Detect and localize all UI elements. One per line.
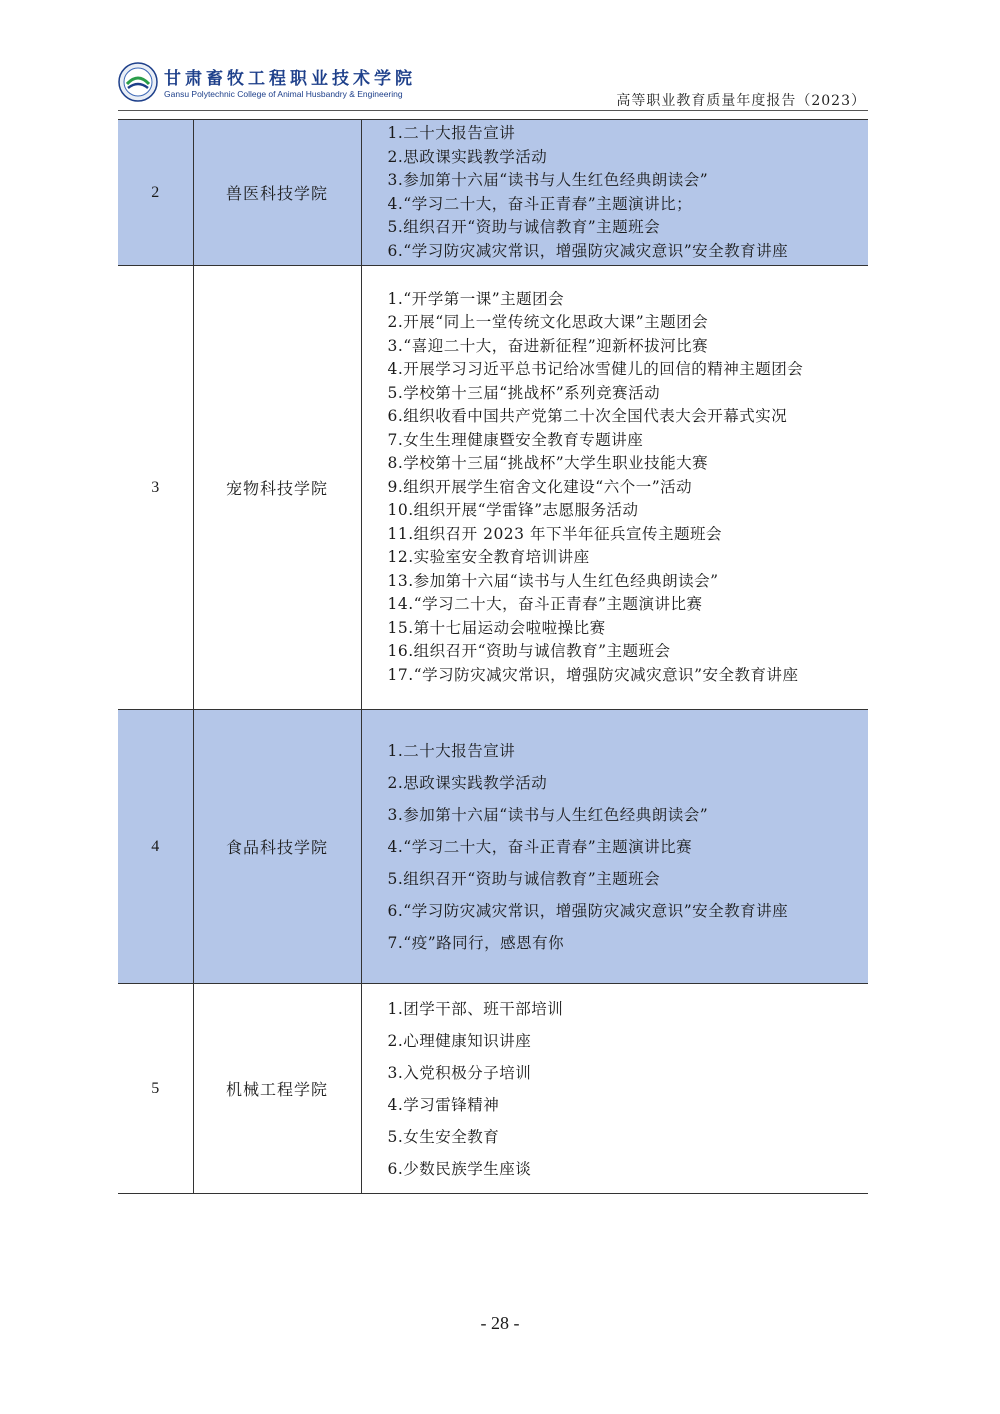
department-name: 食品科技学院 [193, 710, 361, 984]
row-number: 4 [118, 710, 193, 984]
row-number: 5 [118, 984, 193, 1194]
activity-list [361, 266, 868, 710]
report-title: 高等职业教育质量年度报告（2023） [616, 93, 866, 109]
activity-item: 2.思政课实践教学活动 [387, 773, 548, 792]
activity-item: 6.少数民族学生座谈 [387, 1159, 532, 1178]
school-name-en: Gansu Polytechnic College of Animal Husbandry & Engineering [164, 89, 403, 99]
activity-item: 9.组织开展学生宿舍文化建设“六个一”活动 [387, 477, 693, 496]
activity-item: 7.女生生理健康暨安全教育专题讲座 [387, 430, 644, 449]
activity-item: 3.“喜迎二十大，奋进新征程”迎新杯拔河比赛 [387, 336, 709, 355]
activity-item: 4.开展学习习近平总书记给冰雪健儿的回信的精神主题团会 [387, 360, 804, 379]
school-logo-icon [118, 62, 158, 102]
activity-item: 14.“学习二十大，奋斗正青春”主题演讲比赛 [387, 595, 703, 614]
activity-item: 11.组织召开 2023 年下半年征兵宣传主题班会 [387, 524, 722, 543]
activity-item: 3.入党积极分子培训 [387, 1063, 532, 1082]
activity-item: 12.实验室安全教育培训讲座 [387, 548, 590, 567]
page-number: - 28 - [480, 1313, 520, 1333]
department-name: 宠物科技学院 [193, 266, 361, 710]
activity-item: 1.“开学第一课”主题团会 [387, 289, 565, 308]
activity-item: 5.学校第十三届“挑战杯”系列竞赛活动 [387, 383, 661, 402]
activity-item: 7.“疫”路同行，感恩有你 [387, 933, 565, 952]
activity-item: 2.开展“同上一堂传统文化思政大课”主题团会 [387, 313, 709, 332]
activity-item: 3.参加第十六届“读书与人生红色经典朗读会” [387, 805, 709, 824]
activity-item: 13.参加第十六届“读书与人生红色经典朗读会” [387, 571, 719, 590]
activity-item: 1.二十大报告宣讲 [387, 124, 516, 142]
row-number: 2 [118, 120, 193, 266]
activity-item: 4.学习雷锋精神 [387, 1095, 500, 1114]
activity-item: 5.组织召开“资助与诚信教育”主题班会 [387, 869, 661, 888]
activity-item: 6.“学习防灾减灾常识，增强防灾减灾意识”安全教育讲座 [387, 241, 789, 260]
activity-item: 2.思政课实践教学活动 [387, 147, 548, 166]
header-divider [118, 110, 868, 111]
activity-item: 4.“学习二十大，奋斗正青春”主题演讲比； [387, 194, 693, 213]
activities-table [118, 119, 868, 1194]
activity-item: 1.二十大报告宣讲 [387, 741, 516, 760]
activity-item: 5.组织召开“资助与诚信教育”主题班会 [387, 218, 661, 236]
activity-item: 1.团学干部、班干部培训 [387, 999, 564, 1018]
table-row [118, 266, 868, 710]
activity-item: 4.“学习二十大，奋斗正青春”主题演讲比赛 [387, 837, 693, 856]
activity-item: 6.组织收看中国共产党第二十次全国代表大会开幕式实况 [387, 407, 788, 426]
activity-list [361, 710, 868, 984]
row-number: 3 [118, 266, 193, 710]
department-name: 兽医科技学院 [193, 120, 361, 266]
activity-item: 17.“学习防灾减灾常识，增强防灾减灾意识”安全教育讲座 [387, 665, 799, 684]
activity-item: 5.女生安全教育 [387, 1127, 500, 1146]
activity-item: 8.学校第十三届“挑战杯”大学生职业技能大赛 [387, 454, 709, 473]
school-name-cn: 甘肃畜牧工程职业技术学院 [164, 69, 416, 89]
activity-item: 16.组织召开“资助与诚信教育”主题班会 [387, 642, 671, 661]
table-row [118, 120, 868, 266]
activity-item: 2.心理健康知识讲座 [387, 1031, 532, 1050]
activity-item: 15.第十七届运动会啦啦操比赛 [387, 618, 606, 637]
table-row [118, 984, 868, 1194]
activity-item: 10.组织开展“学雷锋”志愿服务活动 [387, 501, 639, 520]
table-row [118, 710, 868, 984]
department-name: 机械工程学院 [193, 984, 361, 1194]
page-header [118, 58, 868, 110]
activity-list [361, 120, 868, 266]
activity-item: 6.“学习防灾减灾常识，增强防灾减灾意识”安全教育讲座 [387, 901, 789, 920]
activity-list [361, 984, 868, 1194]
activity-item: 3.参加第十六届“读书与人生红色经典朗读会” [387, 171, 709, 189]
